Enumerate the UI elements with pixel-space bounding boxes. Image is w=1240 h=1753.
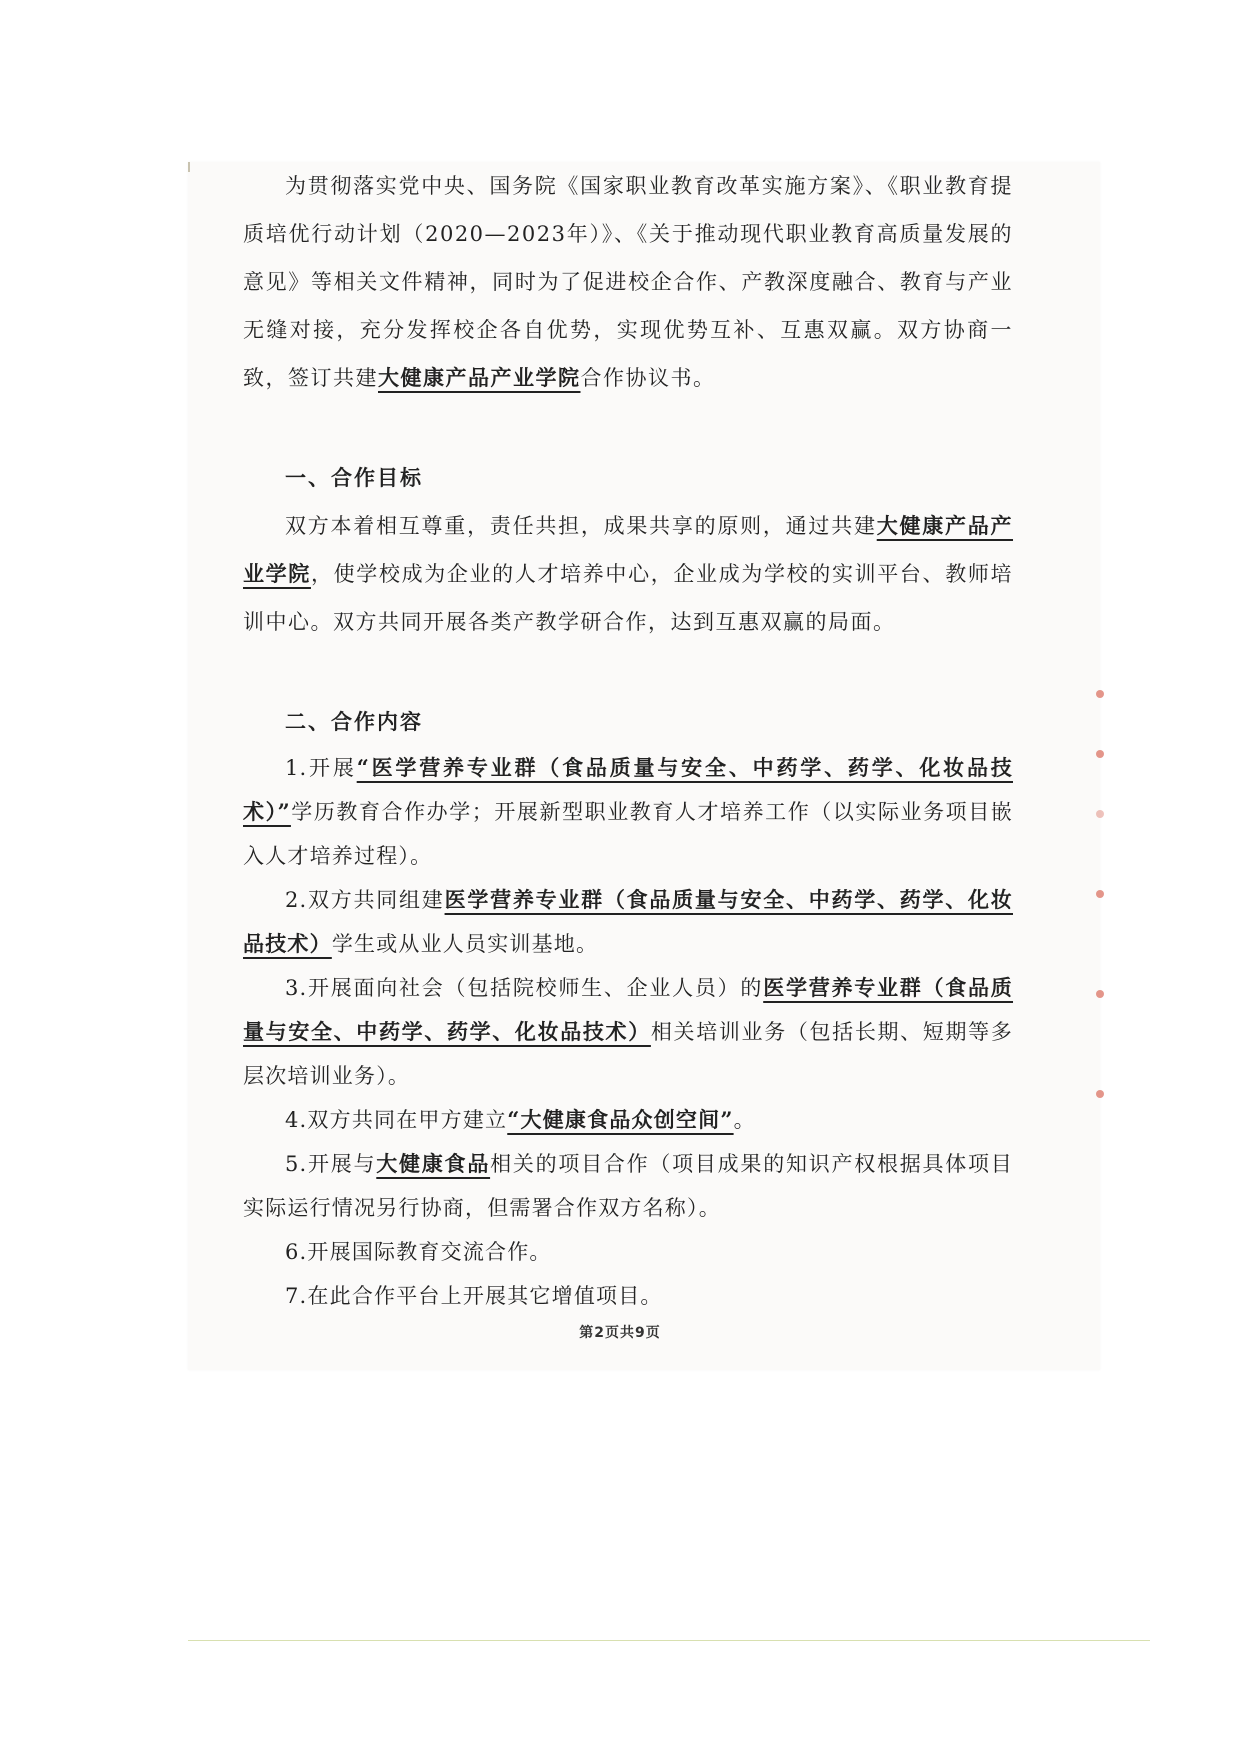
list-item: 6.开展国际教育交流合作。 xyxy=(285,1240,552,1264)
list-item: 3.开展面向社会（包括院校师生、企业人员）的医学营养专业群（食品质量与安全、中药学、药学、化妆品技术）相关培训业务（包括长期、短期等多层次培训业务）。 xyxy=(243,975,1014,1088)
underlined-term: 大健康产品产业学院 xyxy=(243,513,1014,586)
page-number: 第2页共9页 xyxy=(579,1325,661,1341)
underlined-term: 大健康食品 xyxy=(376,1151,491,1176)
underlined-term: “医学营养专业群（食品质量与安全、中药学、药学、化妆品技术）” xyxy=(243,755,1013,824)
underlined-term: “大健康食品众创空间” xyxy=(507,1107,734,1132)
intro-paragraph: 为贯彻落实党中央、国务院《国家职业教育改革实施方案》、《职业教育提质培优行动计划（2020—2023年）》、《关于推动现代职业教育高质量发展的意见》等相关文件精神，同时为了促进校企合作、产教深度融合、教育与产业无缝对接，充分发挥校企各自优势，实现优势互补、互惠双赢。双方协商一致，签订共建大健康产品产业学院合作协议书。 xyxy=(243,174,1013,390)
list-item: 1.开展“医学营养专业群（食品质量与安全、中药学、药学、化妆品技术）”学历教育合作办学；开展新型职业教育人才培养工作（以实际业务项目嵌入人才培养过程）。 xyxy=(243,755,1013,868)
scan-edge-mark xyxy=(188,162,190,172)
goals-paragraph: 双方本着相互尊重，责任共担，成果共享的原则，通过共建大健康产品产业学院，使学校成为企业的人才培养中心，企业成为学校的实训平台、教师培训中心。双方共同开展各类产教学研合作，达到互惠双赢的局面。 xyxy=(243,513,1014,634)
list-item: 2.双方共同组建医学营养专业群（食品质量与安全、中药学、药学、化妆品技术）学生或从业人员实训基地。 xyxy=(243,887,1013,956)
list-item: 5.开展与大健康食品相关的项目合作（项目成果的知识产权根据具体项目实际运行情况另行协商，但需署合作双方名称）。 xyxy=(243,1151,1013,1220)
underlined-term: 医学营养专业群（食品质量与安全、中药学、药学、化妆品技术） xyxy=(243,975,1014,1044)
section-heading-goals: 一、合作目标 xyxy=(285,465,423,490)
section-heading-content: 二、合作内容 xyxy=(285,709,423,734)
red-stamp-edge xyxy=(1092,690,1110,1110)
document-body xyxy=(243,162,1013,1318)
list-item: 4.双方共同在甲方建立“大健康食品众创空间”。 xyxy=(285,1107,756,1132)
list-item: 7.在此合作平台上开展其它增值项目。 xyxy=(285,1284,663,1308)
bottom-rule xyxy=(188,1640,1150,1641)
underlined-term: 医学营养专业群（食品质量与安全、中药学、药学、化妆品技术） xyxy=(243,887,1013,956)
underlined-term: 大健康产品产业学院 xyxy=(378,365,581,390)
